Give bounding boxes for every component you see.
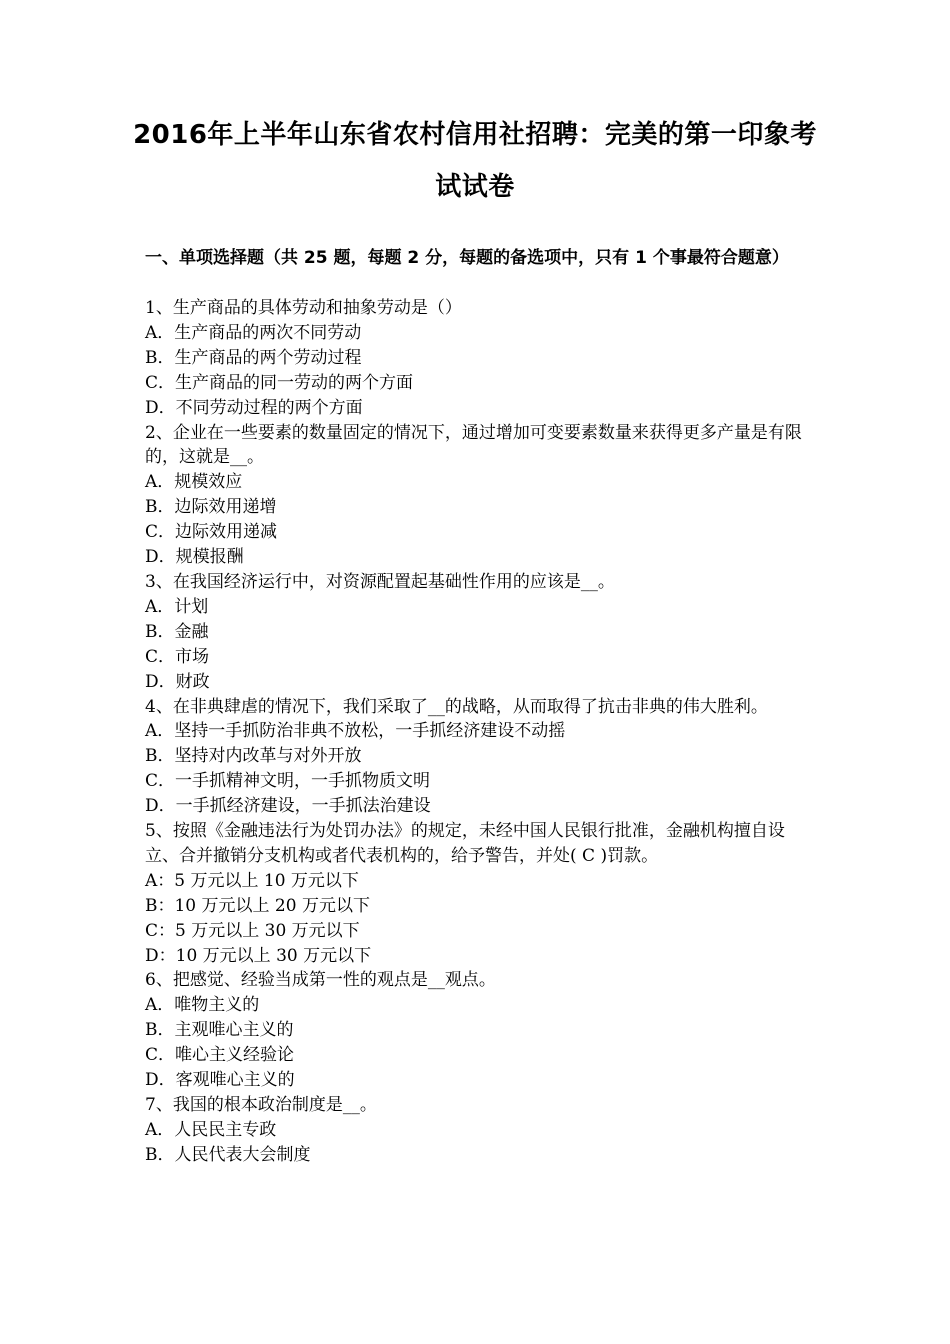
question-5-option-d: D：10 万元以上 30 万元以下: [145, 945, 372, 966]
question-4-option-b: B．坚持对内改革与对外开放: [145, 746, 362, 767]
question-3-option-b: B．金融: [145, 621, 209, 642]
question-2-option-a: A．规模效应: [145, 472, 243, 493]
question-5-option-a: A：5 万元以上 10 万元以下: [145, 870, 359, 891]
question-4-option-c: C．一手抓精神文明，一手抓物质文明: [145, 771, 431, 792]
document-title-line-1: 2016年上半年山东省农村信用社招聘：完美的第一印象考: [133, 120, 817, 150]
question-4-option-d: D．一手抓经济建设，一手抓法治建设: [145, 796, 431, 817]
question-2-stem: 2、企业在一些要素的数量固定的情况下，通过增加可变要素数量来获得更多产量是有限的，这就是__。: [145, 422, 802, 468]
question-6-option-b: B．主观唯心主义的: [145, 1020, 294, 1041]
question-3-option-a: A．计划: [145, 596, 209, 617]
question-list: [145, 296, 815, 1168]
question-3-option-c: C．市场: [145, 646, 210, 667]
question-1-option-b: B．生产商品的两个劳动过程: [145, 347, 362, 368]
question-5-stem: 5、按照《金融违法行为处罚办法》的规定，未经中国人民银行批准，金融机构擅自设立、合并撤销分支机构或者代表机构的，给予警告，并处( C )罚款。: [145, 821, 785, 866]
question-7-option-b: B．人民代表大会制度: [145, 1144, 311, 1165]
question-7-stem: 7、我国的根本政治制度是__。: [145, 1095, 377, 1115]
question-4-stem: 4、在非典肆虐的情况下，我们采取了__的战略，从而取得了抗击非典的伟大胜利。: [145, 696, 768, 717]
question-1-option-a: A．生产商品的两次不同劳动: [145, 322, 362, 343]
question-6-stem: 6、把感觉、经验当成第一性的观点是__观点。: [145, 970, 496, 991]
question-2-option-c: C．边际效用递减: [145, 522, 278, 543]
question-2-option-d: D．规模报酬: [145, 547, 244, 568]
question-3-stem: 3、在我国经济运行中，对资源配置起基础性作用的应该是__。: [145, 571, 615, 592]
question-5-option-c: C：5 万元以上 30 万元以下: [145, 920, 360, 941]
question-6-option-c: C．唯心主义经验论: [145, 1045, 295, 1066]
question-1-option-d: D．不同劳动过程的两个方面: [145, 397, 363, 418]
question-4-option-a: A．坚持一手抓防治非典不放松，一手抓经济建设不动摇: [145, 721, 566, 742]
question-2-option-b: B．边际效用递增: [145, 497, 277, 518]
question-1-stem: 1、生产商品的具体劳动和抽象劳动是（）: [145, 298, 462, 318]
question-7-option-a: A．人民民主专政: [145, 1119, 277, 1140]
document-title-line-2: 试试卷: [435, 172, 515, 202]
question-3-option-d: D．财政: [145, 671, 210, 692]
section-header: 一、单项选择题（共 25 题，每题 2 分，每题的备选项中，只有 1 个事最符合题意）: [145, 248, 789, 268]
question-5-option-b: B：10 万元以上 20 万元以下: [145, 895, 370, 916]
question-6-option-d: D．客观唯心主义的: [145, 1070, 295, 1091]
question-1-option-c: C．生产商品的同一劳动的两个方面: [145, 372, 414, 393]
question-6-option-a: A．唯物主义的: [145, 995, 260, 1016]
